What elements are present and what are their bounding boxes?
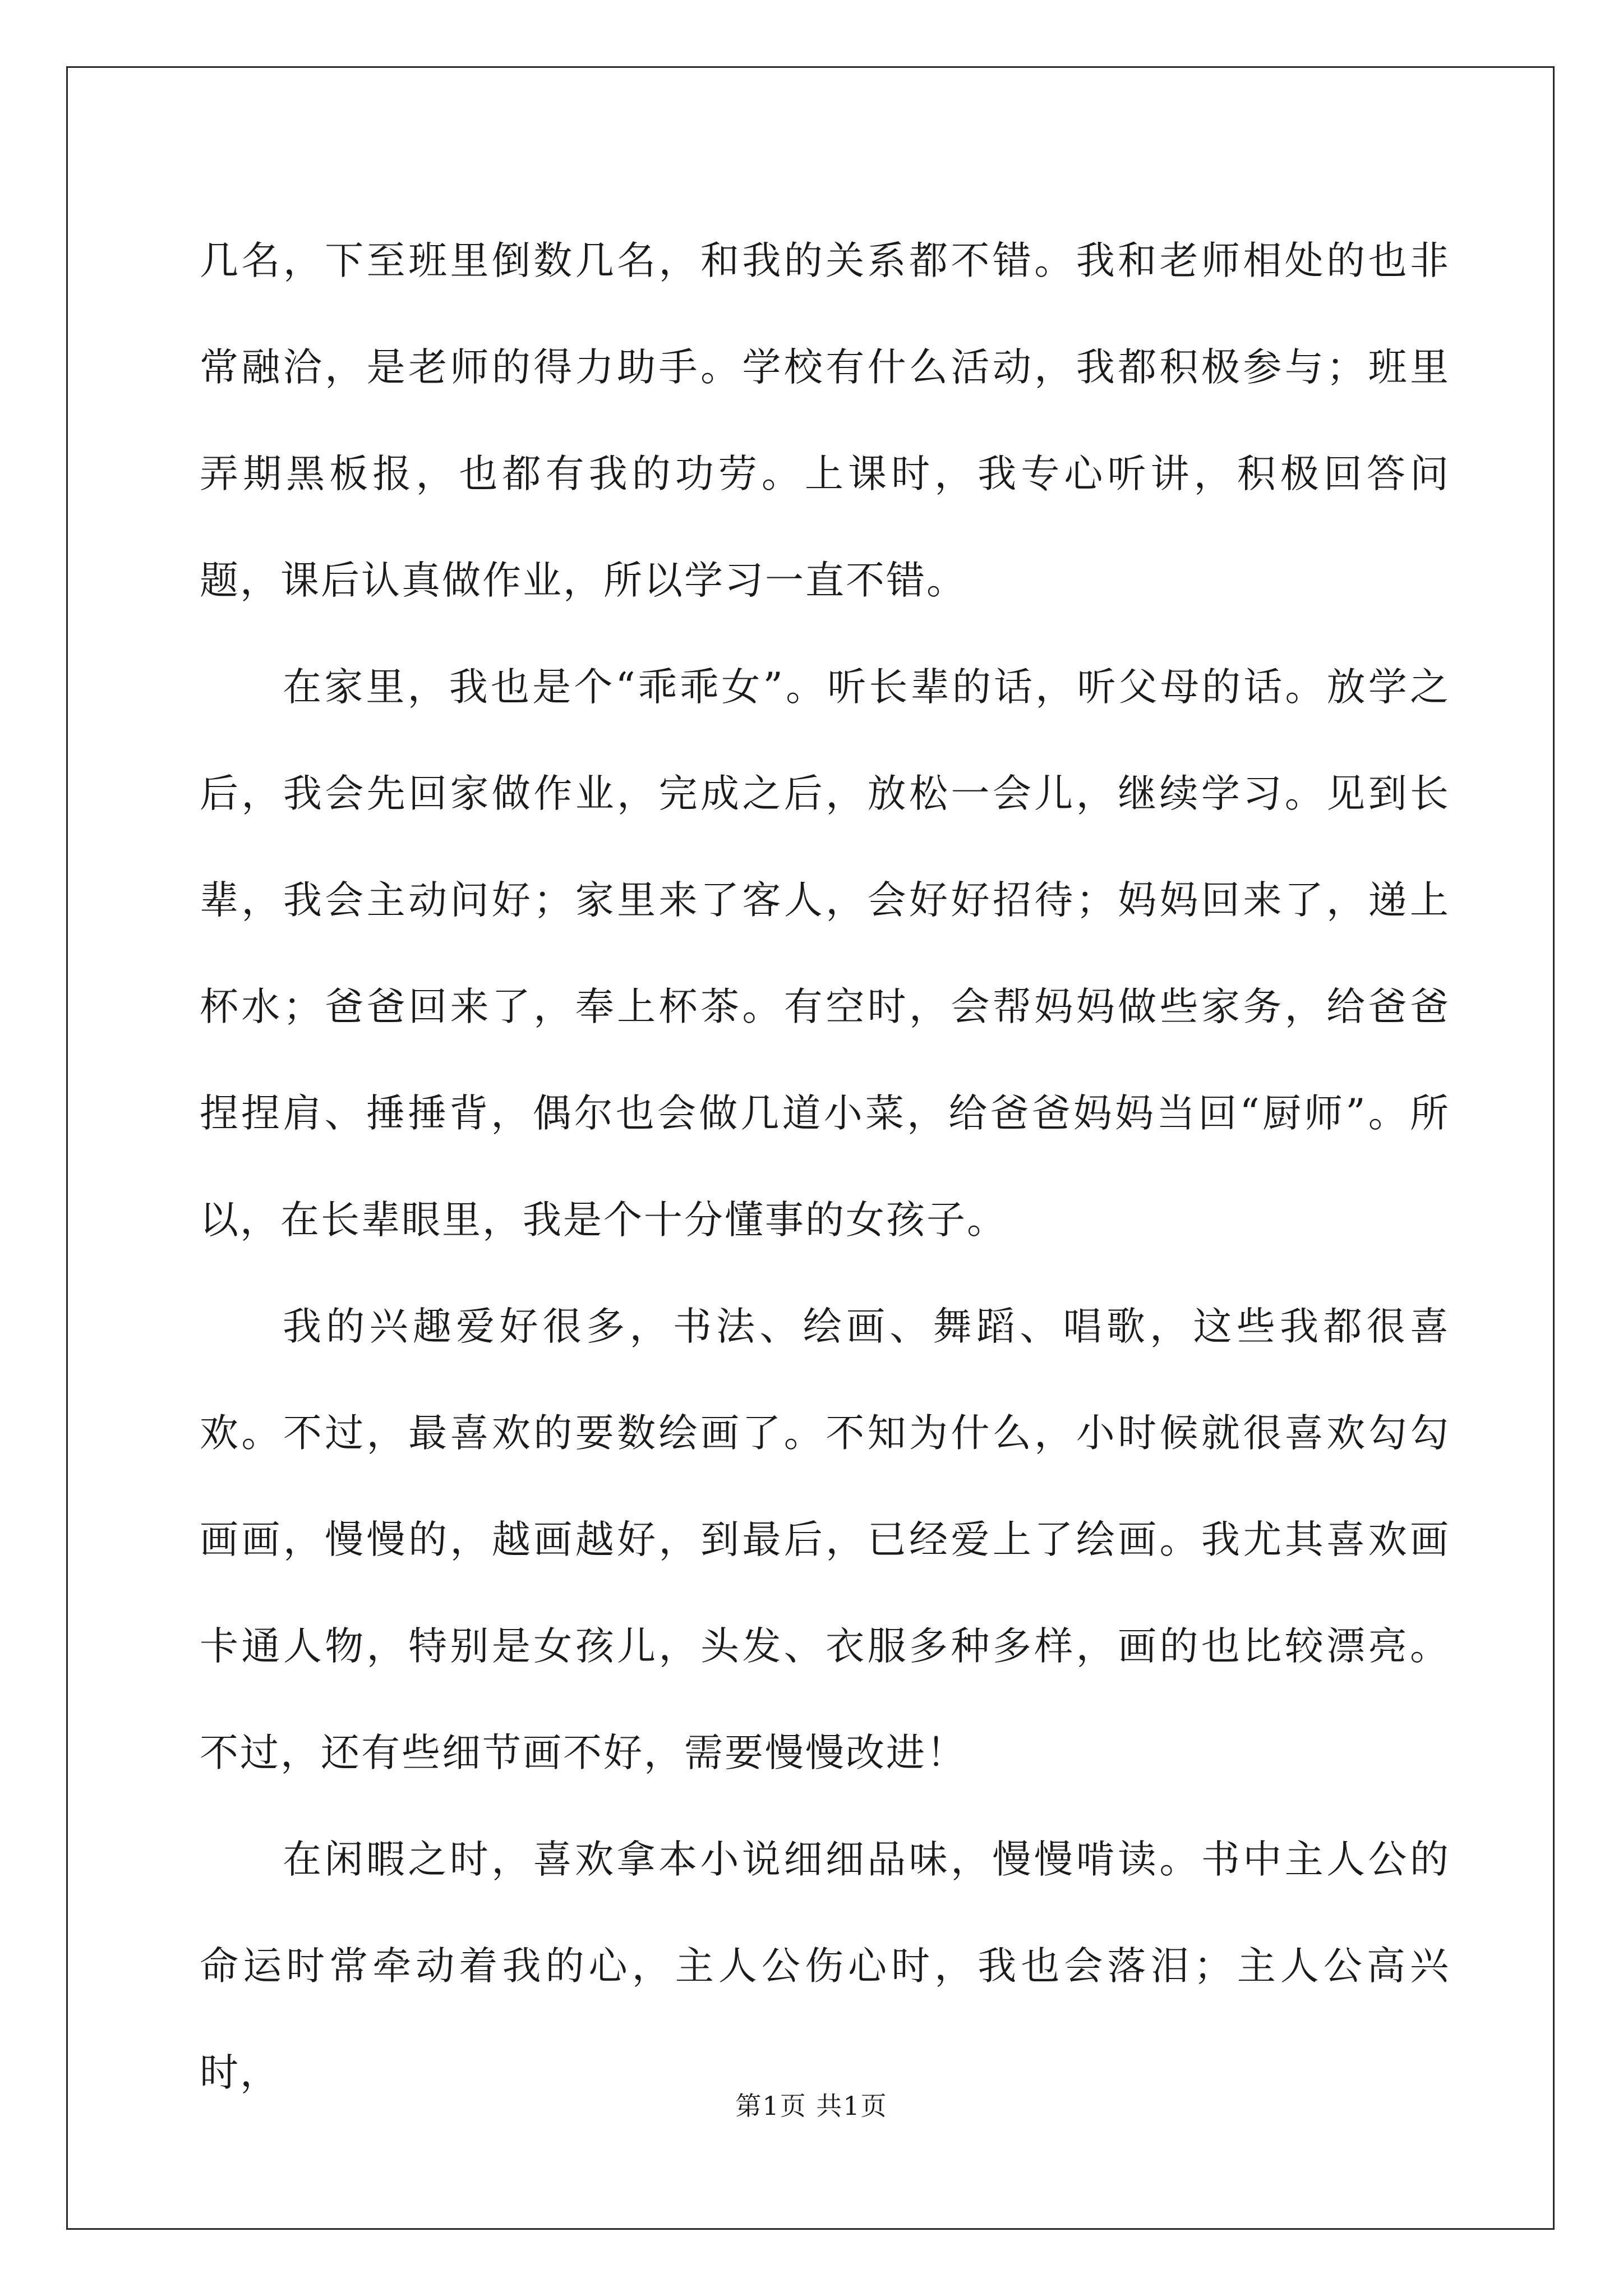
document-body (200, 208, 1450, 2126)
paragraph-4: 在闲暇之时，喜欢拿本小说细细品味，慢慢啃读。书中主人公的命运时常牵动着我的心，主人公伤心时，我也会落泪；主人公高兴时， (200, 1837, 1450, 2095)
page-footer: 第1页 共1页 (735, 2091, 888, 2121)
paragraph-1: 几名，下至班里倒数几名，和我的关系都不错。我和老师相处的也非常融洽，是老师的得力助手。学校有什么活动，我都积极参与；班里弄期黑板报，也都有我的功劳。上课时，我专心听讲，积极回答问题，课后认真做作业，所以学习一直不错。 (200, 238, 1450, 603)
paragraph-2: 在家里，我也是个“乖乖女”。听长辈的话，听父母的话。放学之后，我会先回家做作业，完成之后，放松一会儿，继续学习。见到长辈，我会主动问好；家里来了客人，会好好招待；妈妈回来了，递上杯水；爸爸回来了，奉上杯茶。有空时，会帮妈妈做些家务，给爸爸捏捏肩、捶捶背，偶尔也会做几道小菜，给爸爸妈妈当回“厨师”。所以，在长辈眼里，我是个十分懂事的女孩子。 (200, 665, 1450, 1243)
paragraph-3: 我的兴趣爱好很多，书法、绘画、舞蹈、唱歌，这些我都很喜欢。不过，最喜欢的要数绘画了。不知为什么，小时候就很喜欢勾勾画画，慢慢的，越画越好，到最后，已经爱上了绘画。我尤其喜欢画卡通人物，特别是女孩儿，头发、衣服多种多样，画的也比较漂亮。不过，还有些细节画不好，需要慢慢改进！ (200, 1304, 1450, 1775)
